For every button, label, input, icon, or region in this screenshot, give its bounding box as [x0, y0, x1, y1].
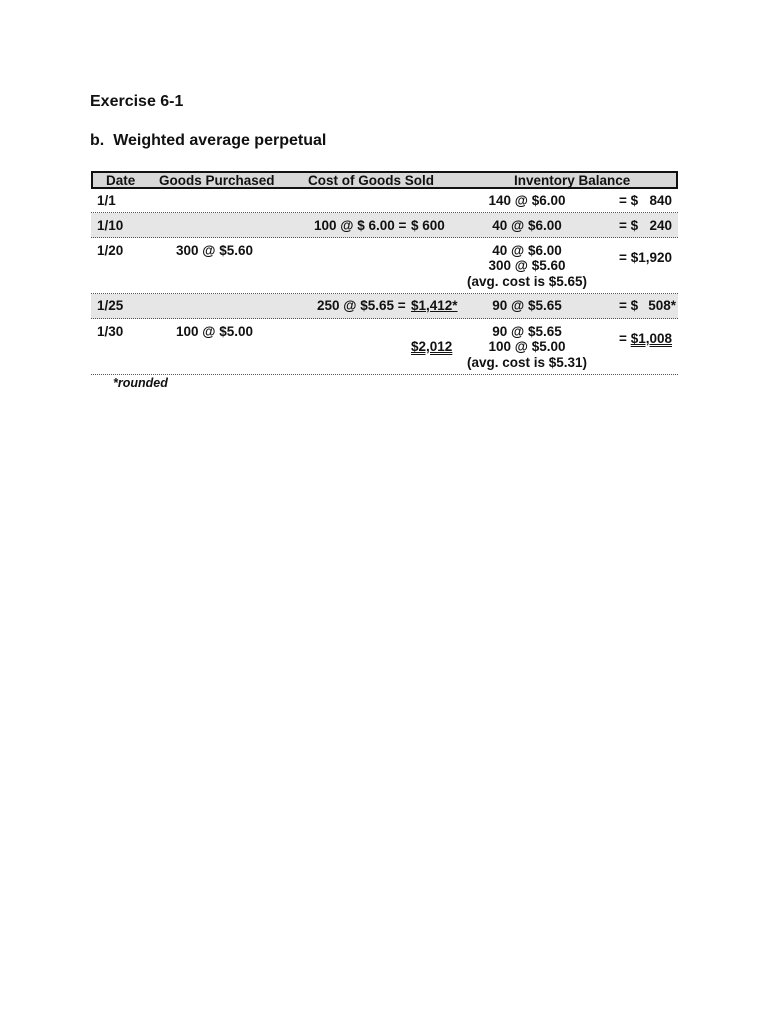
row-goods-purchased: 300 @ $5.60 — [176, 243, 253, 258]
row-balance: 240 — [649, 218, 672, 233]
header-cost-of-goods-sold: Cost of Goods Sold — [308, 173, 434, 188]
row-inventory-line: 90 @ $5.65 — [492, 324, 562, 339]
row-cogs-amount: $1,412* — [411, 298, 458, 313]
row-inventory-avg-note: (avg. cost is $5.65) — [467, 274, 588, 289]
header-date: Date — [106, 173, 136, 188]
row-balance-prefix: = $ — [619, 298, 639, 313]
footnote: *rounded — [113, 376, 168, 390]
row-inventory-line: 90 @ $5.65 — [492, 298, 562, 313]
row-balance: 840 — [649, 193, 672, 208]
table-row — [91, 238, 678, 294]
row-inventory-avg-note: (avg. cost is $5.31) — [467, 355, 588, 370]
row-inventory-line: 40 @ $6.00 — [492, 218, 562, 233]
row-balance: $1,008 — [630, 331, 672, 346]
row-balance: 508* — [648, 298, 676, 313]
row-date: 1/20 — [97, 243, 124, 258]
section-title-text: Weighted average perpetual — [113, 132, 327, 149]
section-title — [90, 132, 326, 150]
row-date: 1/1 — [97, 193, 116, 208]
row-balance: $1,920 — [630, 250, 672, 265]
inventory-table — [91, 171, 678, 375]
row-balance-prefix: = — [619, 331, 627, 346]
table-row — [91, 213, 678, 238]
row-goods-purchased: 100 @ $5.00 — [176, 324, 253, 339]
row-cogs: 100 @ $ 6.00 = — [314, 218, 407, 233]
table-header — [91, 171, 678, 189]
row-inventory-line: 100 @ $5.00 — [488, 339, 566, 354]
row-date: 1/25 — [97, 298, 124, 313]
row-inventory-line: 40 @ $6.00 — [492, 243, 562, 258]
row-inventory-line: 300 @ $5.60 — [488, 258, 566, 273]
table-row — [91, 189, 678, 213]
row-balance-prefix: = $ — [619, 193, 639, 208]
table-row — [91, 294, 678, 319]
section-letter: b. — [90, 132, 105, 149]
row-date: 1/10 — [97, 218, 124, 233]
row-date: 1/30 — [97, 324, 124, 339]
row-balance-prefix: = $ — [619, 218, 639, 233]
row-balance-prefix: = — [619, 250, 627, 265]
header-inventory-balance: Inventory Balance — [514, 173, 631, 188]
row-cogs-amount: $ 600 — [411, 218, 445, 233]
row-cogs: 250 @ $5.65 = — [317, 298, 406, 313]
header-goods-purchased: Goods Purchased — [159, 173, 275, 188]
row-inventory-line: 140 @ $6.00 — [488, 193, 566, 208]
table-row — [91, 319, 678, 375]
row-cogs-total: $2,012 — [411, 339, 453, 354]
exercise-title: Exercise 6-1 — [90, 93, 184, 110]
